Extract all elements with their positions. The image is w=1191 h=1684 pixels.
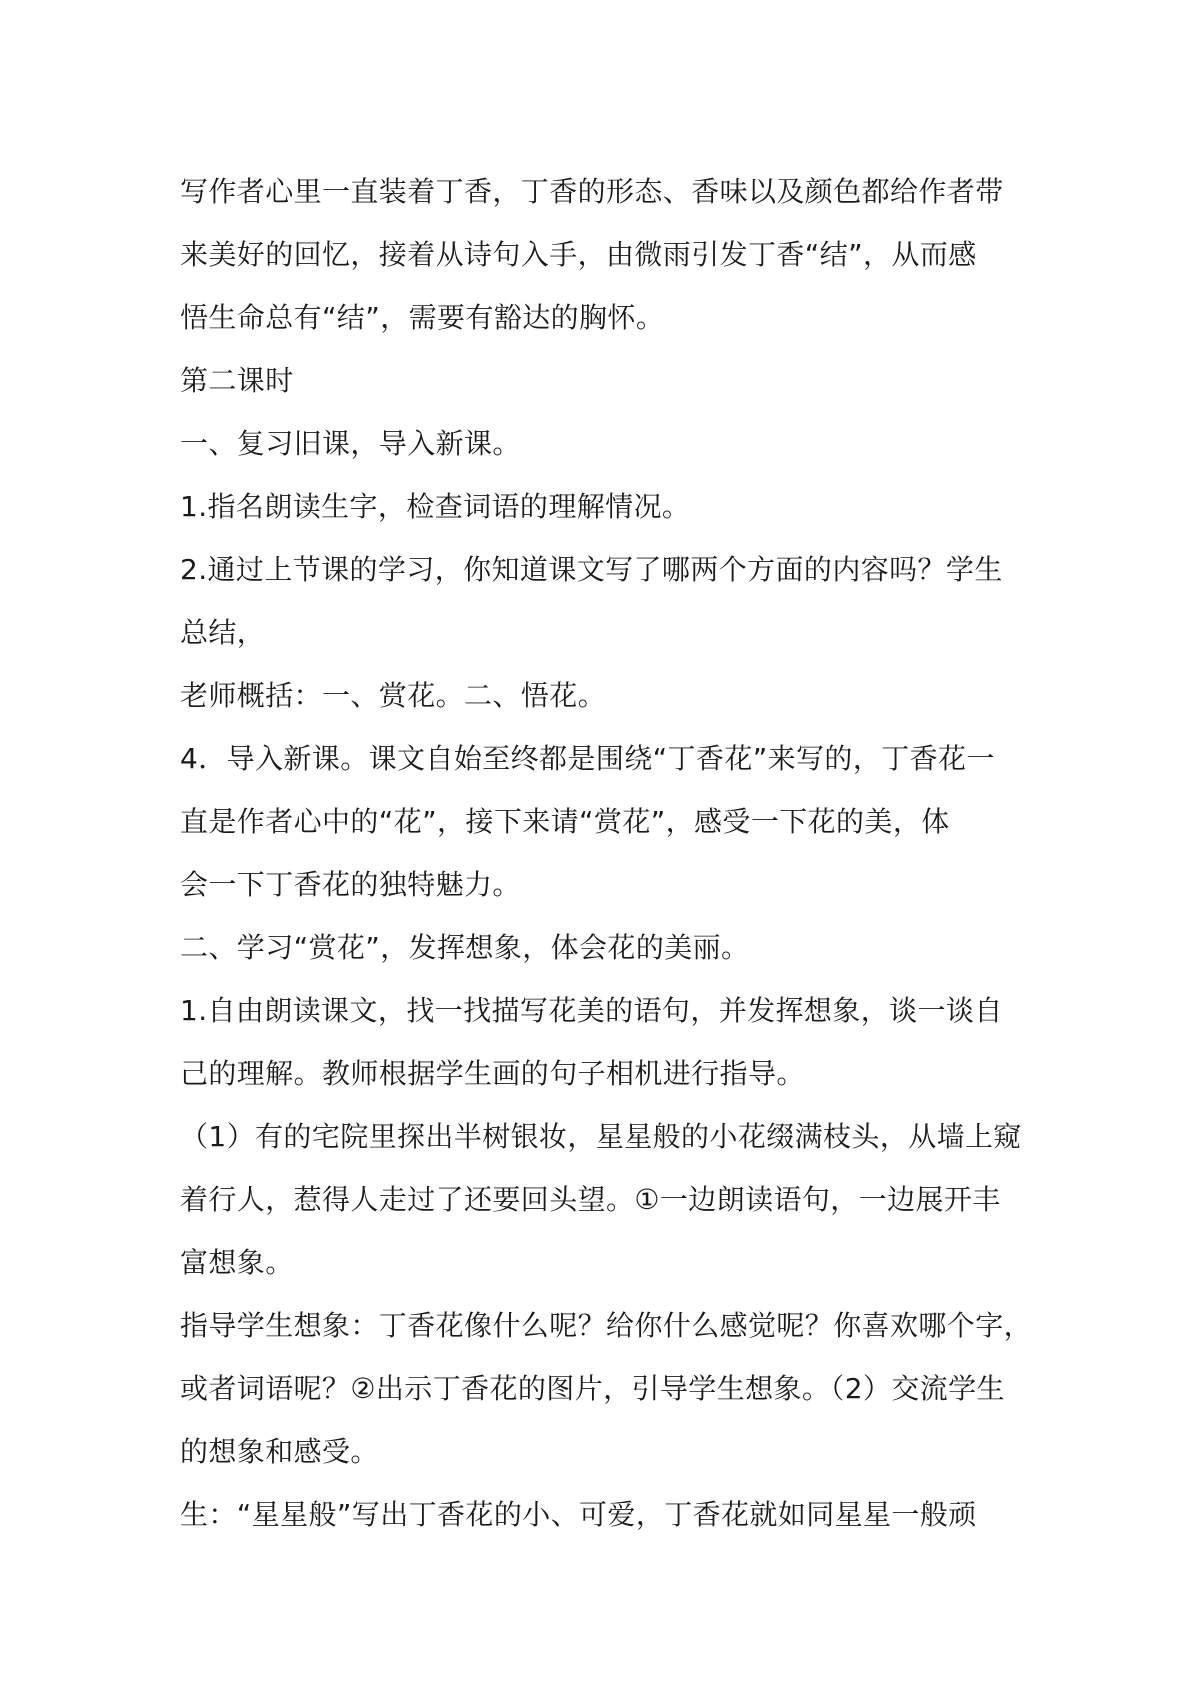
text-line: 己的理解。教师根据学生画的句子相机进行指导。 [180,1057,805,1090]
step-heading-review [180,412,1060,475]
text-line: 1.指名朗读生字，检查词语的理解情况。 [180,490,691,523]
text-line: 老师概括：一、赏花。二、悟花。 [180,679,607,712]
student-response [180,1483,1060,1546]
text-line: 的想象和感受。 [180,1435,379,1468]
text-line: 第二课时 [180,364,294,397]
text-line: 2.通过上节课的学习，你知道课文写了哪两个方面的内容吗？学生 [180,553,1003,586]
document-page [180,160,1060,1546]
text-line: 着行人，惹得人走过了还要回头望。①一边朗读语句，一边展开丰 [180,1183,1001,1216]
text-line: 来美好的回忆，接着从诗句入手，由微雨引发丁香“结”，从而感 [180,238,977,271]
quoted-sentence-1 [180,1105,1060,1294]
text-line: 总结， [180,616,266,649]
text-line: 一、复习旧课，导入新课。 [180,427,521,460]
section-heading-second-lesson [180,349,1060,412]
text-line: 悟生命总有“结”，需要有豁达的胸怀。 [180,301,665,334]
text-line: 富想象。 [180,1246,294,1279]
text-line: 1.自由朗读课文，找一找描写花美的语句，并发挥想象，谈一谈自 [180,994,1003,1027]
guidance-paragraph [180,1294,1060,1483]
teacher-summary [180,664,1060,727]
text-line: 写作者心里一直装着丁香，丁香的形态、香味以及颜色都给作者带 [180,175,1004,208]
list-item-1 [180,475,1060,538]
list-item-4 [180,727,1060,916]
step-heading-appreciate [180,916,1060,979]
text-line: 指导学生想象：丁香花像什么呢？给你什么感觉呢？你喜欢哪个字， [180,1309,1033,1342]
list-item-free-reading [180,979,1060,1105]
text-line: 直是作者心中的“花”，接下来请“赏花”，感受一下花的美，体 [180,805,950,838]
paragraph-intro-summary [180,160,1060,349]
text-line: 或者词语呢？②出示丁香花的图片，引导学生想象。（2）交流学生 [180,1372,1005,1405]
text-line: 4．导入新课。课文自始至终都是围绕“丁香花”来写的，丁香花一 [180,742,995,775]
text-line: 二、学习“赏花”，发挥想象，体会花的美丽。 [180,931,750,964]
text-line: （1）有的宅院里探出半树银妆，星星般的小花缀满枝头，从墙上窥 [180,1120,1022,1153]
text-line: 生：“星星般”写出丁香花的小、可爱，丁香花就如同星星一般顽 [180,1498,977,1531]
list-item-2 [180,538,1060,664]
text-line: 会一下丁香花的独特魅力。 [180,868,521,901]
